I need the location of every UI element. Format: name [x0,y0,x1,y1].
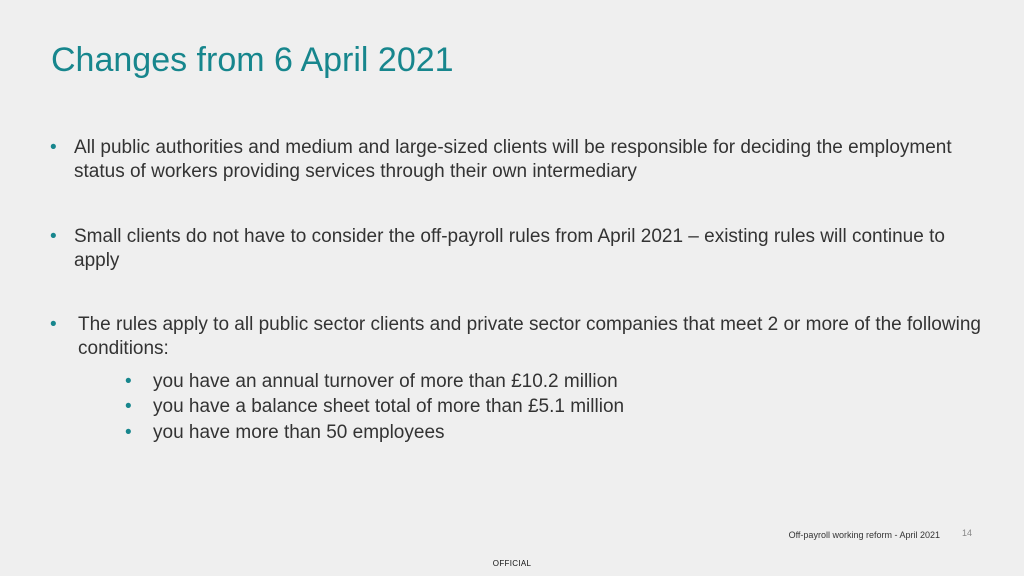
footer-text: Off-payroll working reform - April 2021 [788,530,940,540]
slide-title: Changes from 6 April 2021 [51,41,454,79]
bullet-text: Small clients do not have to consider the off-payroll rules from April 2021 – existing rules will continue to apply [74,226,945,271]
page-number: 14 [961,528,972,538]
condition-item [125,394,725,419]
bullet-marker-icon: • [50,137,57,158]
condition-text: you have an annual turnover of more than £10.2 million [153,371,618,392]
condition-item [125,369,725,394]
bullet-item [50,225,980,275]
bullet-text: The rules apply to all public sector clients and private sector companies that meet 2 or more of the following conditions: [78,314,981,359]
bullet-marker-icon: • [50,226,57,247]
classification-label: OFFICIAL [492,559,532,568]
bullet-marker-icon: • [50,314,57,335]
bullet-marker-icon: • [125,371,132,392]
bullet-marker-icon: • [125,422,132,443]
bullet-item [50,313,990,363]
condition-text: you have more than 50 employees [153,422,445,443]
condition-item [125,420,725,445]
bullet-text: All public authorities and medium and large-sized clients will be responsible for deciding the employment status of workers providing services through their own intermediary [74,137,952,182]
condition-text: you have a balance sheet total of more than £5.1 million [153,396,625,417]
bullet-item [50,136,980,186]
bullet-marker-icon: • [125,396,132,417]
